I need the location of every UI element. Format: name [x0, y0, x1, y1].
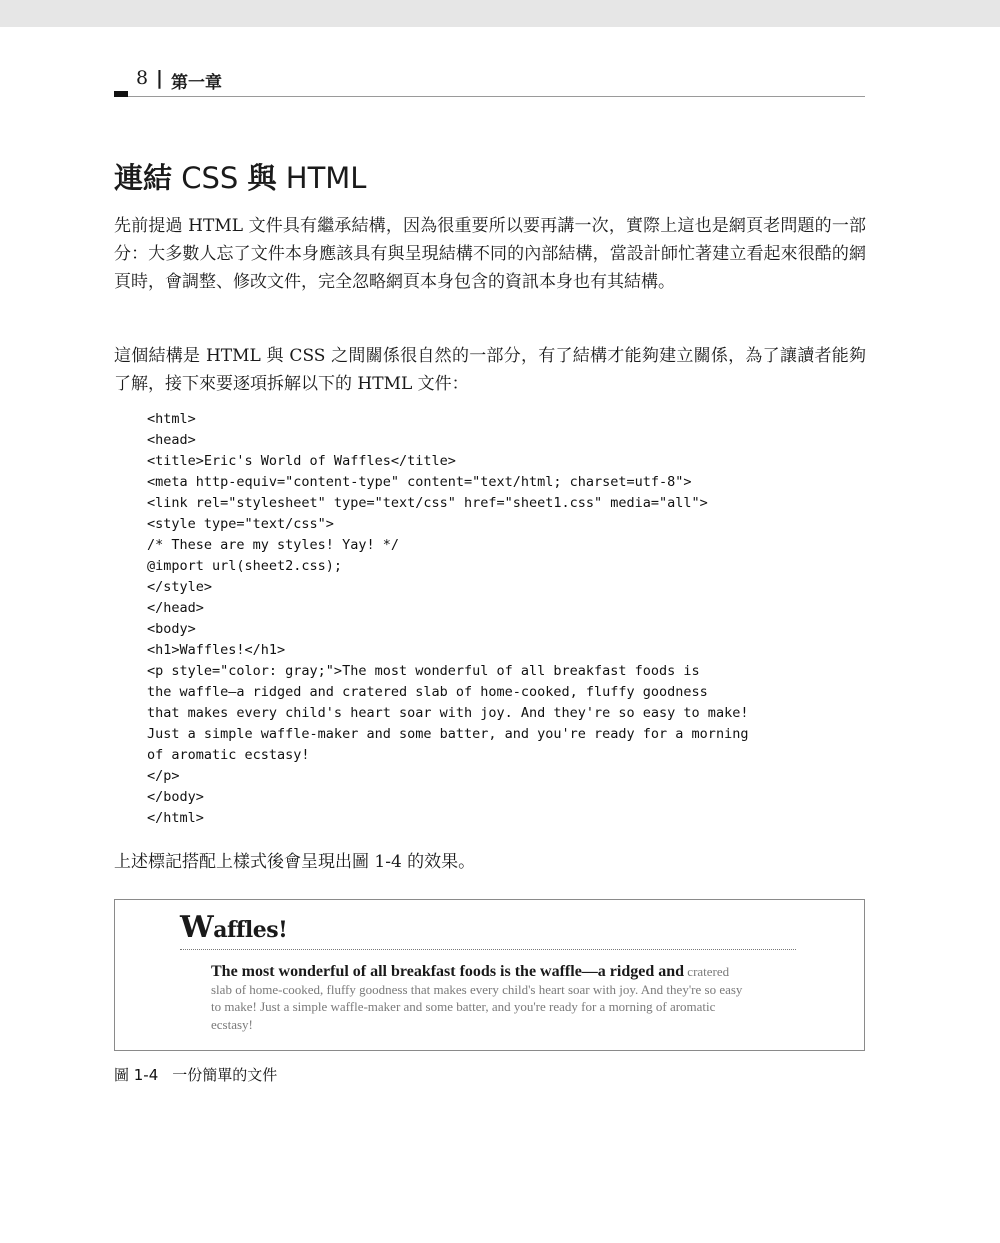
top-margin-bar	[0, 0, 1000, 27]
code-line: </p>	[147, 768, 180, 784]
figure-caption-number: 圖 1-4	[114, 1066, 159, 1084]
section-title-part: HTML	[285, 161, 367, 195]
code-line: <style type="text/css">	[147, 516, 334, 532]
code-line: </html>	[147, 810, 204, 826]
section-title-part: 與	[247, 161, 277, 195]
code-line: <link rel="stylesheet" type="text/css" href="sheet1.css" media="all">	[147, 495, 708, 511]
code-line: <meta http-equiv="content-type" content="text/html; charset=utf-8">	[147, 474, 692, 490]
code-line: <body>	[147, 621, 196, 637]
section-title-part: CSS	[181, 161, 239, 195]
running-head-mark	[114, 91, 128, 97]
page-number: 8	[136, 67, 149, 89]
running-head	[114, 64, 865, 97]
figure-caption-text: 一份簡單的文件	[172, 1066, 278, 1084]
code-line: </body>	[147, 789, 204, 805]
code-line: </style>	[147, 579, 213, 595]
code-listing	[147, 409, 748, 829]
chapter-title: 第一章	[171, 73, 222, 93]
figure-heading-initial: W	[180, 910, 214, 945]
running-head-separator: |	[156, 67, 163, 89]
figure-paragraph	[211, 963, 751, 1033]
code-line: <head>	[147, 432, 196, 448]
body-paragraph-1: 先前提過 HTML 文件具有繼承結構，因為很重要所以要再講一次，實際上這也是網頁老問題的一部分：大多數人忘了文件本身應該具有與呈現結構不同的內部結構，當設計師忙著建立看起來很酷的網頁時，會調整、修改文件，完全忽略網頁本身包含的資訊本身也有其結構。	[114, 216, 866, 292]
section-title-part: 連結	[114, 161, 173, 195]
code-line: @import url(sheet2.css);	[147, 558, 343, 574]
section-title	[114, 156, 366, 197]
code-line: of aromatic ecstasy!	[147, 747, 310, 763]
figure-caption	[114, 1064, 277, 1085]
figure-1-4	[114, 899, 865, 1051]
code-line: <p style="color: gray;">The most wonderful of all breakfast foods is	[147, 663, 700, 679]
code-line: that makes every child's heart soar with joy. And they're so easy to make!	[147, 705, 749, 721]
code-line: <h1>Waffles!</h1>	[147, 642, 286, 658]
code-line: <html>	[147, 411, 196, 427]
figure-lead-text: The most wonderful of all breakfast foods is the waffle—a ridged and	[211, 963, 685, 980]
body-paragraph-3: 上述標記搭配上樣式後會呈現出圖 1-4 的效果。	[114, 852, 476, 872]
body-paragraph-2: 這個結構是 HTML 與 CSS 之間關係很自然的一部分，有了結構才能夠建立關係，為了讓讀者能夠了解，接下來要逐項拆解以下的 HTML 文件：	[114, 346, 866, 394]
code-line: /* These are my styles! Yay! */	[147, 537, 399, 553]
code-line: the waffle—a ridged and cratered slab of home-cooked, fluffy goodness	[147, 684, 708, 700]
figure-heading-rest: affles!	[213, 917, 288, 943]
figure-body-text: cratered slab of home-cooked, fluffy goodness that makes every child's heart soar with joy. And they're so easy to make! Just a simple waffle-maker and some batter, and you're ready for a morning of aromatic ecstasy!	[211, 964, 743, 1032]
code-line: </head>	[147, 600, 204, 616]
code-line: Just a simple waffle-maker and some batter, and you're ready for a morning	[147, 726, 749, 742]
figure-heading	[180, 910, 796, 950]
code-line: <title>Eric's World of Waffles</title>	[147, 453, 456, 469]
